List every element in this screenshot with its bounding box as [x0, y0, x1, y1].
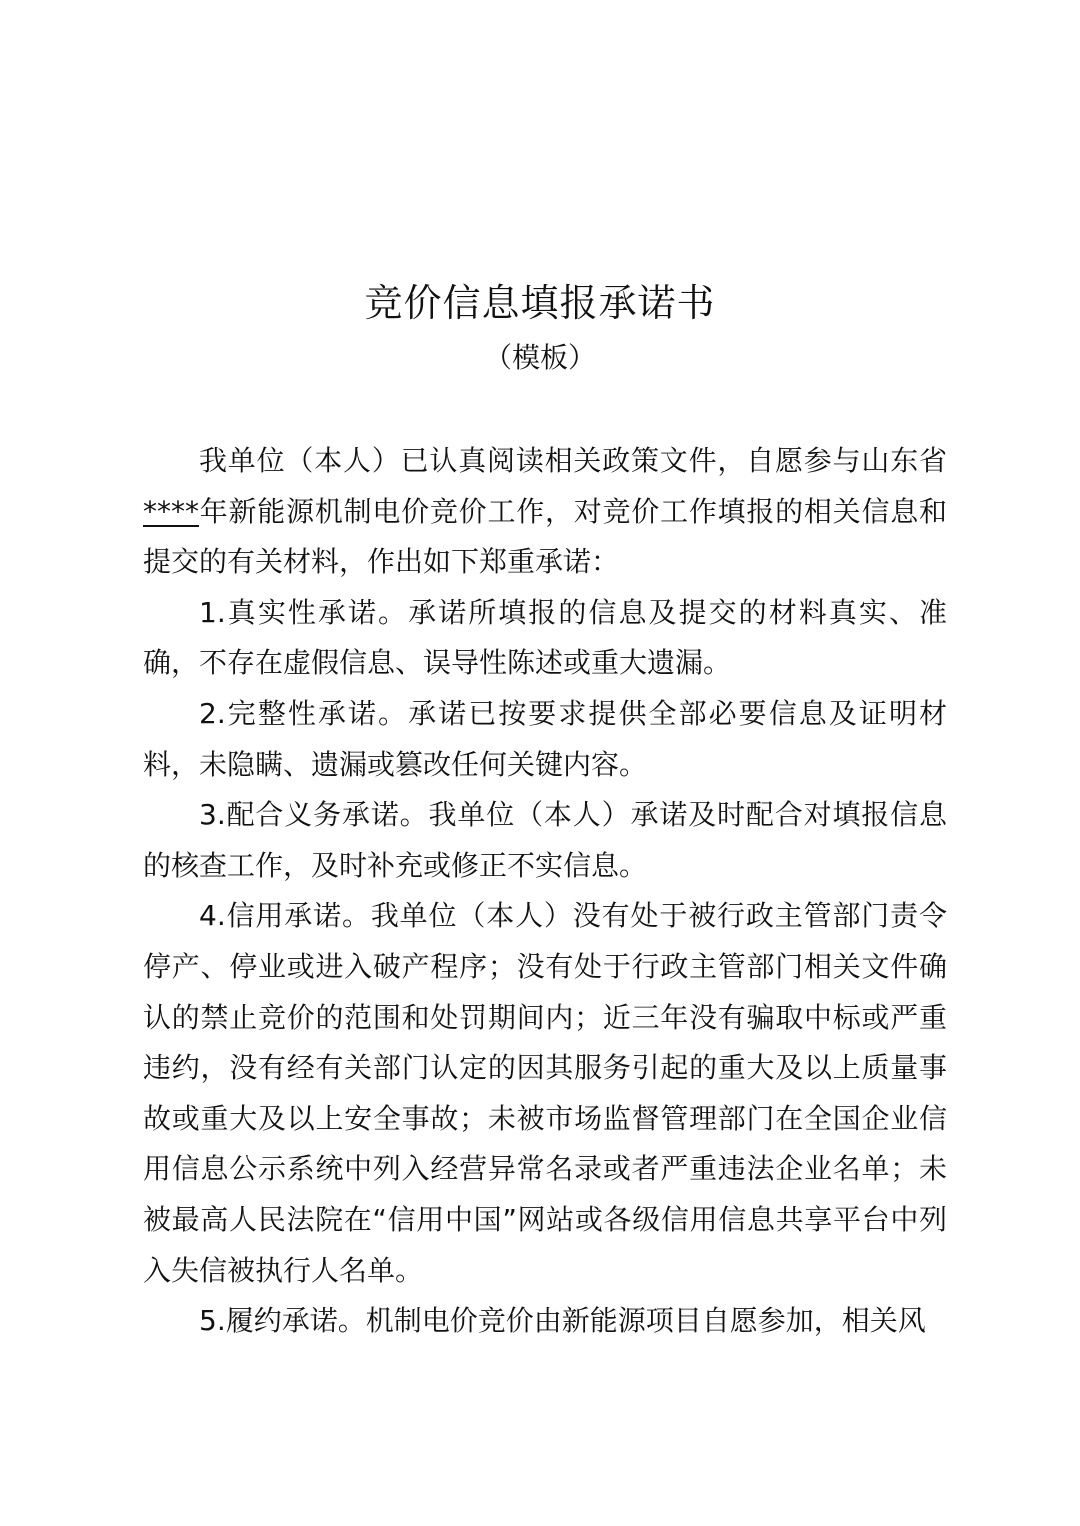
commitment-item-3: 3.配合义务承诺。我单位（本人）承诺及时配合对填报信息的核查工作，及时补充或修正不实信息。	[143, 798, 947, 882]
year-placeholder: ****	[143, 494, 199, 528]
document-body	[143, 436, 947, 1347]
intro-line-start: 我单位（本人）已认真阅读相关政策文件，自愿参与山东省	[199, 444, 947, 477]
intro-paragraph	[143, 436, 947, 588]
commitment-item-5: 5.履约承诺。机制电价竞价由新能源项目自愿参加，相关风	[199, 1304, 926, 1338]
commitment-item-1: 1.真实性承诺。承诺所填报的信息及提交的材料真实、准确，不存在虚假信息、误导性陈述或重大遗漏。	[143, 595, 947, 680]
commitment-item-2: 2.完整性承诺。承诺已按要求提供全部必要信息及证明材料，未隐瞒、遗漏或篡改任何关键内容。	[143, 696, 947, 781]
intro-line-rest: 年新能源机制电价竞价工作，对竞价工作填报的相关信息和提交的有关材料，作出如下郑重承诺：	[143, 494, 947, 579]
document-title: 竞价信息填报承诺书	[364, 281, 716, 325]
commitment-item-4: 4.信用承诺。我单位（本人）没有处于被行政主管部门责令停产、停业或进入破产程序；没有处于行政主管部门相关文件确认的禁止竞价的范围和处罚期间内；近三年没有骗取中标或严重违约，没有经有关部门认定的因其服务引起的重大及以上质量事故或重大及以上安全事故；未被市场监督管理部门在全国企业信用信息公示系统中列入经营异常名录或者严重违法企业名单；未被最高人民法院在“信用中国”网站或各级信用信息共享平台中列入失信被执行人名单。	[143, 899, 947, 1287]
document-subtitle: （模板）	[483, 341, 596, 374]
